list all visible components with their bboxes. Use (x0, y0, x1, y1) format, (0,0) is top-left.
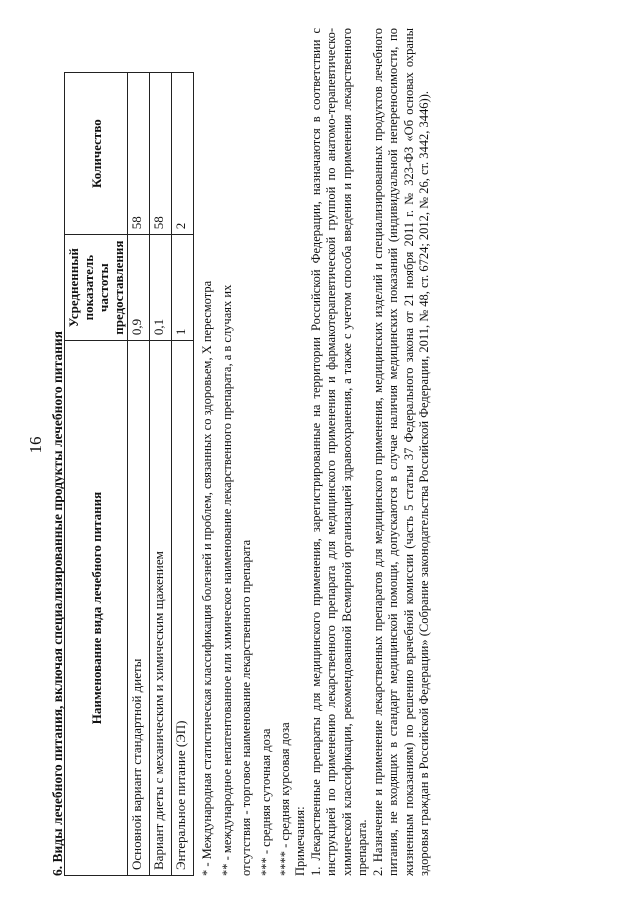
row-diet-name: Энтеральное питание (ЭП) (172, 341, 194, 876)
table-row (172, 73, 194, 876)
legend-line: ** - международное непатентованное или химическое наименование лекарственного препарата, а в случаях их (219, 284, 234, 876)
note-paragraph: 1. Лекарственные препараты для медицинского применения, зарегистрированные на территории Российской Федерации, назначаются в соответствии с инструкцией по применению лекарственного препарата для медицинского применения и фармакотерапевтической группой по анатомо-терапевтическо-химической классификации, рекомендованной Всемирной организацией здравоохранения, а также с учетом способа введения и применения лекарственного препарата. (308, 28, 369, 876)
legend-line: **** - средняя курсовая доза (278, 722, 292, 876)
header-diet-name: Наименование вида лечебного питания (65, 341, 128, 876)
legend-line: отсутствия - торговое наименование лекарственного препарата (239, 539, 253, 876)
table-header-row (65, 73, 128, 876)
legend-line: *** - средняя суточная доза (258, 728, 273, 876)
footnote-legend (198, 36, 296, 876)
diet-table (64, 72, 194, 876)
notes-block (293, 28, 433, 876)
notes-heading: Примечания: (293, 806, 307, 876)
row-frequency: 1 (172, 235, 194, 341)
row-frequency: 0,1 (150, 235, 172, 341)
legend-line: * - Международная статистическая классификация болезней и проблем, связанных со здоровьем, X пересмотра (200, 280, 214, 876)
header-quantity: Количество (65, 73, 128, 235)
note-paragraph: 2. Назначение и применение лекарственных препаратов для медицинского применения, медицинских изделий и специализированных продуктов лечебного питания, не входящих в стандарт медицинской помощи, допускаются в случае наличия медицинских показаний (индивидуальной непереносимости, по жизненным показаниям) по решению врачебной комиссии (часть 5 статьи 37 Федерального закона от 21 ноября 2011 г. № 323-ФЗ «Об основах охраны здоровья граждан в Российской Федерации» (Собрание законодательства Российской Федерации, 2011, № 48, ст. 6724; 2012, № 26, ст. 3442, 3446)). (370, 28, 431, 876)
row-quantity: 58 (128, 73, 150, 235)
row-quantity: 2 (172, 73, 194, 235)
row-frequency: 0,9 (128, 235, 150, 341)
row-quantity: 58 (150, 73, 172, 235)
table-row (150, 73, 172, 876)
page-number: 16 (26, 436, 45, 454)
rotated-content (22, 10, 622, 880)
section-title: 6. Виды лечебного питания, включая специализированные продукты лечебного питания (50, 331, 65, 876)
row-diet-name: Вариант диеты с механическим и химическим щажением (150, 341, 172, 876)
row-diet-name: Основной вариант стандартной диеты (128, 341, 150, 876)
table-row (128, 73, 150, 876)
header-frequency: Усредненный показатель частоты предоставления (65, 235, 128, 341)
